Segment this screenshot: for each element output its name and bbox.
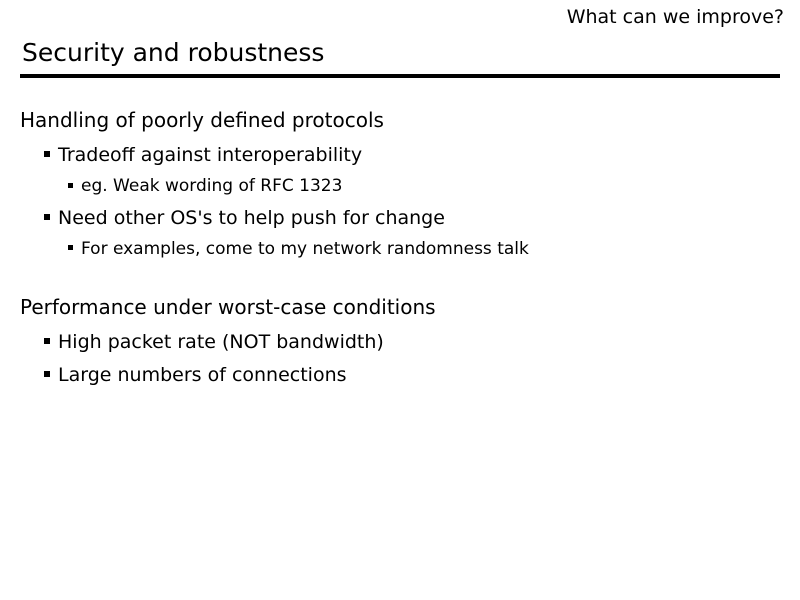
- list-item: Handling of poorly defined protocols: [20, 108, 384, 132]
- slide-eyebrow: What can we improve?: [566, 6, 784, 28]
- page-title: Security and robustness: [22, 38, 325, 67]
- list-item: [20, 328, 780, 357]
- square-bullet-icon: [44, 214, 50, 220]
- list-item: [20, 141, 780, 170]
- list-item: [20, 204, 780, 233]
- list-item-label: Large numbers of connections: [58, 363, 347, 386]
- bullet-group: [20, 292, 780, 390]
- block-spacer: [20, 266, 780, 292]
- list-item-label: eg. Weak wording of RFC 1323: [81, 176, 343, 197]
- list-item: Performance under worst-case conditions: [20, 295, 436, 320]
- list-item: [20, 236, 780, 263]
- square-bullet-icon: [44, 151, 50, 157]
- square-bullet-icon: [44, 371, 50, 377]
- list-item: [20, 361, 780, 390]
- list-item-label: Need other OS's to help push for change: [58, 206, 445, 229]
- list-item-label: For examples, come to my network randomness talk: [81, 239, 529, 260]
- list-item-label: High packet rate (NOT bandwidth): [58, 331, 384, 354]
- square-bullet-icon: [68, 183, 73, 188]
- list-item-label: Tradeoff against interoperability: [58, 144, 363, 166]
- bullet-group: [20, 105, 780, 263]
- title-divider: [20, 74, 780, 78]
- square-bullet-icon: [44, 338, 50, 344]
- square-bullet-icon: [68, 245, 73, 250]
- list-item: [20, 173, 780, 200]
- slide-body: [20, 105, 780, 393]
